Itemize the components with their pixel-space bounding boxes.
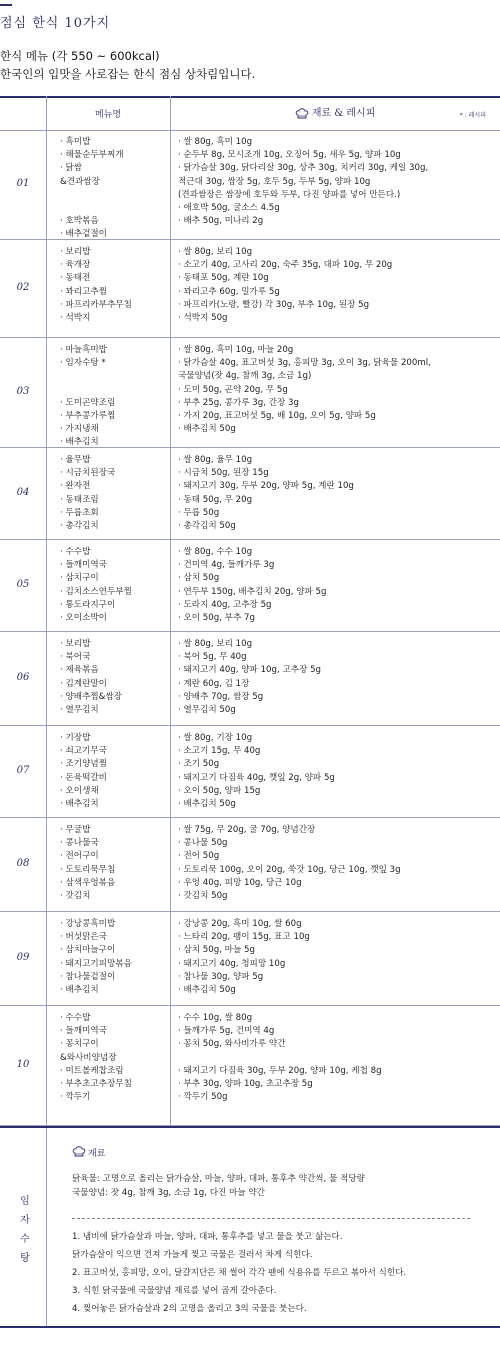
recipe-item: · 도토리묵 100g, 오이 20g, 쑥갓 10g, 당근 10g, 깻잎 3g bbox=[178, 864, 401, 875]
recipe-list bbox=[178, 732, 496, 811]
menu-item: · 닭쌈 bbox=[60, 163, 83, 174]
menu-item: · 파프리카부추무침 bbox=[60, 299, 132, 310]
table-row bbox=[0, 240, 500, 338]
menu-item: · 배추겉절이 bbox=[60, 229, 107, 240]
chef-hat-icon bbox=[72, 1146, 86, 1157]
menu-item: · 오이소박이 bbox=[60, 613, 107, 624]
menu-list bbox=[60, 344, 172, 450]
recipe-list bbox=[178, 344, 496, 436]
menu-item: · 배추김치 bbox=[60, 437, 99, 448]
menu-item: · 무굴밥 bbox=[60, 825, 91, 835]
recipe-item: · 전어 50g bbox=[178, 851, 220, 862]
menu-item: · 율무밥 bbox=[60, 455, 91, 465]
recipe-item: · 삼치 50g, 마늘 5g bbox=[178, 945, 255, 956]
row-number: 01 bbox=[16, 178, 30, 189]
recipe-list bbox=[178, 824, 496, 903]
table-row bbox=[0, 130, 500, 240]
recipe-item: · 소고기 40g, 고사리 20g, 숙주 35g, 대파 10g, 무 20g bbox=[178, 260, 393, 271]
menu-item: · 삼치마늘구이 bbox=[60, 945, 116, 956]
ingredient-line: 닭육물: 고명으로 올리는 닭가슴살, 마늘, 양파, 대파, 통후추 약간씩, 물 적당량 bbox=[72, 1174, 365, 1184]
recipe-item: · 쌀 75g, 무 20g, 굴 70g, 양념간장 bbox=[178, 825, 316, 835]
recipe-item: · 쌀 80g, 보리 10g bbox=[178, 247, 253, 257]
menu-item: · 들깨미역국 bbox=[60, 1026, 107, 1037]
menu-item: · 가지냉채 bbox=[60, 424, 99, 435]
side-title-char: 수 bbox=[20, 1234, 30, 1245]
recipe-item: · 도라지 40g, 고추장 5g bbox=[178, 599, 272, 610]
recipe-item: · 수수 10g, 쌀 80g bbox=[178, 1013, 253, 1023]
menu-item: · 석박지 bbox=[60, 313, 91, 324]
recipe-list bbox=[178, 1012, 496, 1104]
recipe-item: · 배추 50g, 미나리 2g bbox=[178, 216, 264, 227]
recipe-list bbox=[178, 918, 496, 997]
recipe-list bbox=[178, 136, 496, 228]
side-title-char: 탕 bbox=[20, 1253, 30, 1264]
recipe-item: · 강낭콩 20g, 흑미 10g, 쌀 60g bbox=[178, 919, 302, 929]
row-number: 08 bbox=[16, 858, 30, 869]
menu-list bbox=[60, 246, 172, 325]
recipe-item: 국물양념(잣 4g, 참깨 3g, 소금 1g) bbox=[178, 371, 312, 382]
menu-item: · 조기양념찜 bbox=[60, 759, 107, 770]
menu-item: · 동태조림 bbox=[60, 494, 99, 505]
menu-item bbox=[60, 189, 172, 202]
menu-item: · 김계란말이 bbox=[60, 678, 107, 689]
menu-item: · 배추김치 bbox=[60, 985, 99, 996]
recipe-item: · 꽈리고추 60g, 밀가루 5g bbox=[178, 286, 280, 297]
menu-item: · 완자전 bbox=[60, 481, 91, 492]
recipe-item: · 소고기 15g, 무 40g bbox=[178, 746, 261, 757]
row-number: 02 bbox=[16, 282, 30, 293]
header-note: * : 레시피 bbox=[459, 112, 486, 119]
title-accent-bar bbox=[0, 4, 12, 6]
recipe-item: · 갓김치 50g bbox=[178, 891, 228, 902]
recipe-item: · 동태 50g, 무 20g bbox=[178, 494, 253, 505]
menu-item bbox=[60, 370, 172, 383]
table-row bbox=[0, 632, 500, 726]
recipe-step: 2. 표고버섯, 홍피망, 오이, 달걀지단은 채 썰어 각각 팬에 식용유를 두르고 볶아서 식힌다. bbox=[72, 1268, 407, 1278]
menu-item: · 부추콩가루찜 bbox=[60, 411, 116, 422]
menu-item: · 버섯맑은국 bbox=[60, 932, 107, 943]
recipe-item: · 돼지고기 30g, 두부 20g, 양파 5g, 계란 10g bbox=[178, 481, 354, 492]
menu-item: · 임자수탕 * bbox=[60, 358, 106, 369]
menu-item: · 삼색우엉볶음 bbox=[60, 877, 116, 888]
recipe-step: 4. 찢어놓은 닭가슴살과 2의 고명을 올리고 3의 국물을 붓는다. bbox=[72, 1304, 307, 1314]
page-description: 한국인의 입맛을 사로잡는 한식 점심 상차림입니다. bbox=[0, 67, 256, 81]
menu-item: · 꽈리고추찜 bbox=[60, 286, 107, 297]
recipe-item: · 도미 50g, 곤약 20g, 무 5g bbox=[178, 384, 288, 395]
recipe-item: · 계란 60g, 김 1장 bbox=[178, 678, 250, 689]
menu-list bbox=[60, 638, 172, 717]
recipe-item: · 조기 50g bbox=[178, 759, 220, 770]
menu-item: · 콩나물국 bbox=[60, 838, 99, 849]
recipe-item: · 부추 25g, 콩가루 3g, 간장 3g bbox=[178, 397, 299, 408]
recipe-item: · 석박지 50g bbox=[178, 313, 228, 324]
recipe-item: · 시금치 50g, 된장 15g bbox=[178, 468, 269, 479]
recipe-item: · 오이 50g, 양파 15g bbox=[178, 785, 261, 796]
menu-item: · 수수밥 bbox=[60, 547, 91, 557]
recipe-item: · 오이 50g, 부추 7g bbox=[178, 613, 255, 624]
recipe-item: · 돼지고기 다짐육 40g, 깻잎 2g, 양파 5g bbox=[178, 772, 335, 783]
menu-item: &와사비양념장 bbox=[60, 1052, 117, 1063]
column-divider-2 bbox=[170, 96, 171, 1126]
menu-item: · 시금치된장국 bbox=[60, 468, 116, 479]
table-header bbox=[0, 96, 500, 130]
recipe-list bbox=[178, 454, 496, 533]
menu-item: · 배추김치 bbox=[60, 799, 99, 810]
menu-item: · 통도라지구이 bbox=[60, 599, 116, 610]
table-row bbox=[0, 818, 500, 912]
section-divider bbox=[46, 1128, 47, 1326]
recipe-item bbox=[178, 1052, 496, 1065]
recipe-item: · 연두부 150g, 배추김치 20g, 양파 5g bbox=[178, 586, 327, 597]
recipe-item: · 참나물 30g, 양파 5g bbox=[178, 971, 264, 982]
menu-item: · 삼치구이 bbox=[60, 573, 99, 584]
recipe-list bbox=[178, 638, 496, 717]
menu-item: · 호박볶음 bbox=[60, 216, 99, 227]
side-title-char: 자 bbox=[20, 1215, 30, 1226]
row-number: 07 bbox=[16, 765, 30, 776]
section-side-title bbox=[10, 1192, 40, 1268]
menu-item: · 북어국 bbox=[60, 652, 91, 663]
menu-item: · 강낭콩흑미밥 bbox=[60, 919, 116, 929]
menu-item: · 들깨미역국 bbox=[60, 560, 107, 571]
table-row bbox=[0, 540, 500, 632]
recipe-item: · 쌀 80g, 흑미 10g, 마늘 20g bbox=[178, 345, 294, 355]
menu-list bbox=[60, 136, 172, 242]
recipe-item: · 총각김치 50g bbox=[178, 521, 236, 532]
menu-item: · 돈육떡갈비 bbox=[60, 772, 107, 783]
menu-list bbox=[60, 546, 172, 625]
recipe-step: 3. 식힌 닭국물에 국물양념 재료를 넣어 곱게 갈아준다. bbox=[72, 1286, 277, 1296]
recipe-item: · 순두부 8g, 모시조개 10g, 오징어 5g, 새우 5g, 양파 10g bbox=[178, 150, 401, 161]
menu-item: · 부추초고추장무침 bbox=[60, 1079, 132, 1090]
row-number: 05 bbox=[16, 579, 30, 590]
recipe-item: · 동태포 50g, 계란 10g bbox=[178, 273, 269, 284]
menu-item: · 쇠고기무국 bbox=[60, 746, 107, 757]
menu-list bbox=[60, 918, 172, 997]
header-menu: 메뉴명 bbox=[94, 110, 122, 120]
recipe-item: · 삼치 50g bbox=[178, 573, 220, 584]
menu-item: · 도미곤약조림 bbox=[60, 397, 116, 408]
recipe-item: (견과쌈장은 쌈장에 호두와 두부, 다진 양파를 넣어 만든다.) bbox=[178, 189, 401, 200]
menu-item: · 오이생채 bbox=[60, 785, 99, 796]
menu-item: · 미트볼케찹조림 bbox=[60, 1065, 124, 1076]
header-recipe-label: 재료 & 레시피 bbox=[311, 108, 376, 119]
recipe-item: · 북어 5g, 무 40g bbox=[178, 652, 247, 663]
menu-item: · 수수밥 bbox=[60, 1013, 91, 1023]
table-row bbox=[0, 448, 500, 540]
recipe-step: 닭가슴살이 익으면 건져 가늘게 찢고 국물은 걸러서 차게 식힌다. bbox=[72, 1250, 313, 1260]
recipe-item: · 배추김치 50g bbox=[178, 985, 236, 996]
menu-item: · 전어구이 bbox=[60, 851, 99, 862]
recipe-item: · 들깨가루 5g, 건미역 4g bbox=[178, 1026, 275, 1037]
table-row bbox=[0, 912, 500, 1006]
menu-item: · 양배추찜&쌈장 bbox=[60, 691, 122, 702]
recipe-list bbox=[178, 546, 496, 625]
table-row bbox=[0, 1006, 500, 1126]
recipe-item: · 양배추 70g, 쌈장 5g bbox=[178, 691, 264, 702]
menu-item: · 두릅초회 bbox=[60, 507, 99, 518]
row-number: 06 bbox=[16, 672, 30, 683]
recipe-item: · 배추김치 50g bbox=[178, 424, 236, 435]
menu-item: · 제육볶음 bbox=[60, 665, 99, 676]
ingredient-line: 국물양념: 잣 4g, 참깨 3g, 소금 1g, 다진 마늘 약간 bbox=[72, 1188, 265, 1198]
ingredients-title: 재료 bbox=[88, 1149, 106, 1159]
menu-list bbox=[60, 1012, 172, 1104]
recipe-item: · 쌀 80g, 보리 10g bbox=[178, 639, 253, 649]
menu-item: · 도토리묵무침 bbox=[60, 864, 116, 875]
recipe-item: · 우엉 40g, 피망 10g, 당근 10g bbox=[178, 877, 302, 888]
recipe-item: · 배추김치 50g bbox=[178, 799, 236, 810]
chef-hat-icon bbox=[295, 108, 309, 119]
menu-list bbox=[60, 824, 172, 903]
recipe-item: · 쌀 80g, 수수 10g bbox=[178, 547, 253, 557]
menu-item: · 김치소스연두부찜 bbox=[60, 586, 132, 597]
menu-item: · 보리밥 bbox=[60, 247, 91, 257]
menu-list bbox=[60, 454, 172, 533]
recipe-item: · 파프리카(노랑, 빨강) 각 30g, 부추 10g, 된장 5g bbox=[178, 299, 370, 310]
menu-item: · 깍두기 bbox=[60, 1092, 91, 1103]
row-number: 10 bbox=[16, 1059, 30, 1070]
menu-item: · 동태전 bbox=[60, 273, 91, 284]
page-title: 점심 한식 10가지 bbox=[0, 16, 111, 31]
imjasutang-recipe-section bbox=[0, 1126, 500, 1328]
recipe-item: · 가지 20g, 표고버섯 5g, 배 10g, 오이 5g, 양파 5g bbox=[178, 411, 376, 422]
menu-item: · 열무김치 bbox=[60, 705, 99, 716]
recipe-item: · 열무김치 50g bbox=[178, 705, 236, 716]
menu-item bbox=[60, 384, 172, 397]
recipe-item: · 부추 30g, 양파 10g, 초고추장 5g bbox=[178, 1079, 313, 1090]
recipe-item: · 쌀 80g, 기장 10g bbox=[178, 733, 253, 743]
recipe-item: · 돼지고기 40g, 양파 10g, 고추장 5g bbox=[178, 665, 322, 676]
page-subtitle: 한식 메뉴 (각 550 ~ 600kcal) bbox=[0, 49, 160, 63]
menu-list bbox=[60, 732, 172, 811]
menu-item: · 갓김치 bbox=[60, 891, 91, 902]
header-recipe bbox=[170, 104, 500, 119]
row-number: 09 bbox=[16, 952, 30, 963]
menu-item bbox=[60, 202, 172, 215]
recipe-item: · 느타리 20g, 팽이 15g, 표고 10g bbox=[178, 932, 310, 943]
column-divider-1 bbox=[46, 96, 47, 1126]
recipe-item: · 두릅 50g bbox=[178, 507, 220, 518]
menu-item: · 육개장 bbox=[60, 260, 91, 271]
menu-item: · 흑미밥 bbox=[60, 137, 91, 147]
menu-item: · 보리밥 bbox=[60, 639, 91, 649]
section-top-rule bbox=[0, 1126, 500, 1128]
recipe-item: · 돼지고기 다짐육 30g, 두부 20g, 양파 10g, 케첩 8g bbox=[178, 1065, 382, 1076]
table-row bbox=[0, 338, 500, 448]
dashed-divider bbox=[72, 1218, 470, 1219]
recipe-item: · 건미역 4g, 들깨가루 3g bbox=[178, 560, 275, 571]
menu-item: · 마늘흑미밥 bbox=[60, 345, 107, 355]
recipe-item: · 닭가슴살 30g, 닭다리살 30g, 상추 30g, 치커리 30g, 케일 30g, bbox=[178, 163, 429, 174]
recipe-item: · 쌀 80g, 율무 10g bbox=[178, 455, 253, 465]
menu-item: · 해물순두부찌개 bbox=[60, 150, 124, 161]
table-row bbox=[0, 726, 500, 818]
recipe-item: · 꽁치 50g, 와사비가루 약간 bbox=[178, 1039, 286, 1050]
section-bottom-rule bbox=[0, 1326, 500, 1328]
menu-item: · 참나물겉절이 bbox=[60, 971, 116, 982]
recipe-item: · 깍두기 50g bbox=[178, 1092, 228, 1103]
recipe-list bbox=[178, 246, 496, 325]
recipe-item: 적근대 30g, 쌈장 5g, 호두 5g, 두부 5g, 양파 10g bbox=[178, 176, 371, 187]
recipe-item: · 애호박 50g, 굴소스 4.5g bbox=[178, 203, 280, 214]
menu-item: · 돼지고기피망볶음 bbox=[60, 958, 132, 969]
menu-item: · 기장밥 bbox=[60, 733, 91, 743]
menu-item: · 총각김치 bbox=[60, 521, 99, 532]
menu-item: &견과쌈장 bbox=[60, 176, 100, 187]
row-number: 03 bbox=[16, 386, 30, 397]
recipe-item: · 돼지고기 40g, 청피망 10g bbox=[178, 958, 286, 969]
recipe-item: · 닭가슴살 40g, 표고버섯 3g, 홍피망 3g, 오이 3g, 닭육물 200ml, bbox=[178, 358, 431, 369]
recipe-step: 1. 냄비에 닭가슴살과 마늘, 양파, 대파, 통후추를 넣고 물을 붓고 삶는다. bbox=[72, 1232, 343, 1242]
row-number: 04 bbox=[16, 487, 30, 498]
menu-item: · 꽁치구이 bbox=[60, 1039, 99, 1050]
recipe-item: · 콩나물 50g bbox=[178, 838, 228, 849]
recipe-item: · 쌀 80g, 흑미 10g bbox=[178, 137, 253, 147]
side-title-char: 임 bbox=[20, 1196, 30, 1207]
